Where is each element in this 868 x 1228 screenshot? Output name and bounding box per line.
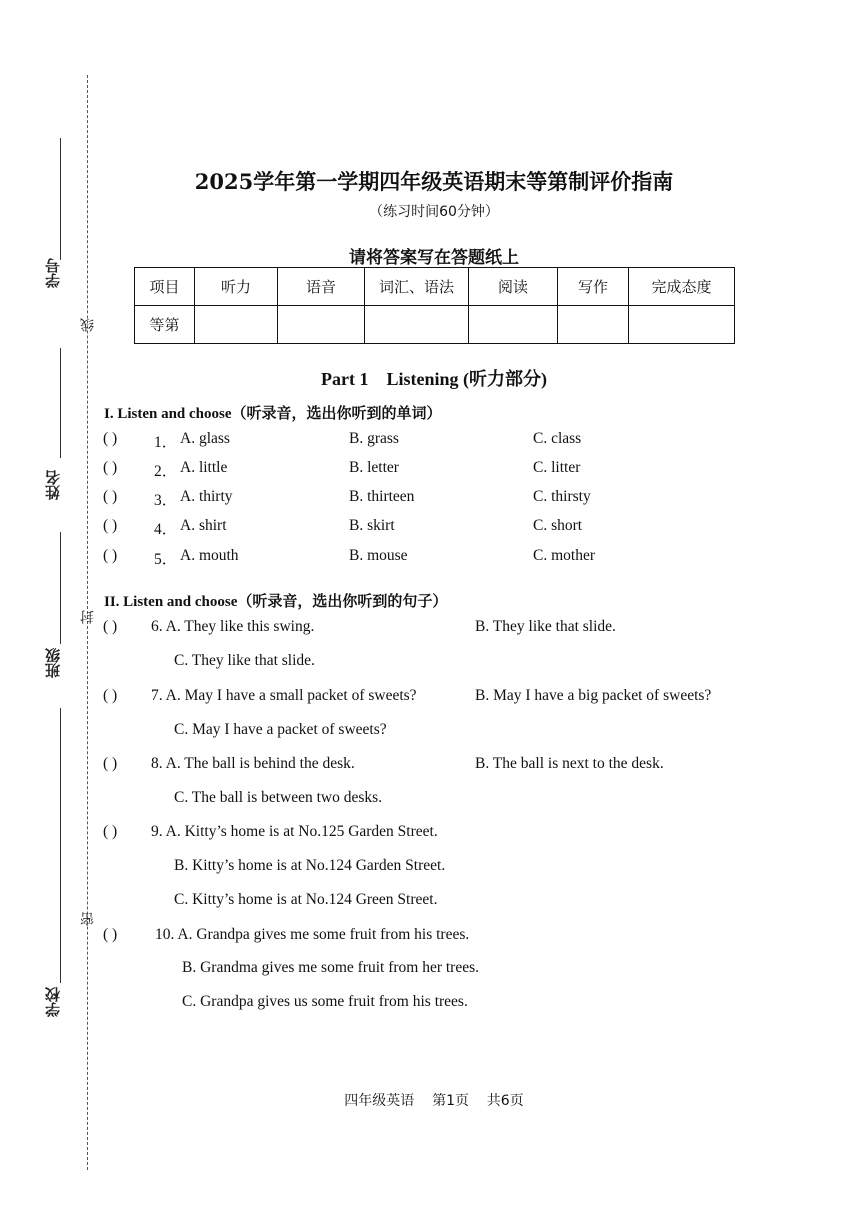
grade-table-header: 词汇、语法 [365, 268, 469, 306]
option-a: A. mouth [180, 547, 239, 564]
answer-blank[interactable]: ( ) [103, 823, 118, 840]
option-a: 10. A. Grandpa gives me some fruit from his trees. [155, 926, 470, 943]
grade-table-header: 写作 [558, 268, 629, 306]
answer-blank[interactable]: ( ) [103, 459, 118, 476]
answer-sheet-notice: 请将答案写在答题纸上 [349, 248, 519, 268]
option-c: C. The ball is between two desks. [174, 789, 383, 806]
part-title: Part 1 Listening (听力部分) [321, 369, 547, 389]
answer-blank[interactable]: ( ) [103, 488, 118, 505]
option-c: C. May I have a packet of sweets? [174, 721, 387, 738]
question-number: 5． [154, 551, 178, 568]
option-c: C. litter [533, 459, 581, 476]
grade-table [134, 267, 735, 344]
student-id-label: 学号 [44, 258, 62, 288]
answer-blank[interactable]: ( ) [103, 517, 118, 534]
school-label: 学校 [44, 987, 62, 1017]
grade-table-header: 听力 [195, 268, 278, 306]
answer-blank[interactable]: ( ) [103, 618, 118, 635]
option-c: C. thirsty [533, 488, 591, 505]
grade-cell-attitude[interactable] [629, 306, 735, 344]
seal-char-line: 线 [80, 318, 96, 332]
grade-table-header: 语音 [278, 268, 365, 306]
grade-cell-phonetics[interactable] [278, 306, 365, 344]
class-label: 班级 [44, 648, 62, 678]
option-b: B. Grandma gives me some fruit from her trees. [182, 959, 479, 976]
option-a: 8. A. The ball is behind the desk. [151, 755, 355, 772]
page-footer: 四年级英语 第1页 共6页 [344, 1093, 524, 1109]
option-b: B. mouse [349, 547, 408, 564]
grade-table-header: 完成态度 [629, 268, 735, 306]
question-number: 2． [154, 463, 178, 480]
option-c: C. Kitty’s home is at No.124 Green Street. [174, 891, 438, 908]
option-b: B. letter [349, 459, 399, 476]
name-label: 姓名 [44, 470, 62, 500]
option-b: B. skirt [349, 517, 395, 534]
student-id-line [60, 138, 61, 260]
seal-char-secret: 密 [80, 912, 96, 926]
option-a: 9. A. Kitty’s home is at No.125 Garden Street. [151, 823, 438, 840]
answer-blank[interactable]: ( ) [103, 687, 118, 704]
grade-table-header-row [135, 268, 735, 306]
grade-cell-vocab-grammar[interactable] [365, 306, 469, 344]
option-a: 7. A. May I have a small packet of sweets? [151, 687, 417, 704]
grade-table-header: 阅读 [469, 268, 558, 306]
option-b: B. The ball is next to the desk. [475, 755, 664, 772]
option-c: C. Grandpa gives us some fruit from his trees. [182, 993, 468, 1010]
option-b: B. They like that slide. [475, 618, 616, 635]
option-c: C. mother [533, 547, 595, 564]
grade-cell-listening[interactable] [195, 306, 278, 344]
option-a: A. glass [180, 430, 230, 447]
answer-blank[interactable]: ( ) [103, 755, 118, 772]
question-number: 4． [154, 521, 178, 538]
option-c: C. They like that slide. [174, 652, 315, 669]
answer-blank[interactable]: ( ) [103, 926, 118, 943]
class-line [60, 532, 61, 644]
option-c: C. class [533, 430, 582, 447]
question-number: 1． [154, 434, 178, 451]
page-title: 2025学年第一学期四年级英语期末等第制评价指南 [194, 169, 674, 194]
page-subtitle: （练习时间60分钟） [369, 204, 499, 220]
section-title: II. Listen and choose（听录音，选出你听到的句子） [104, 594, 448, 610]
question-number: 3． [154, 492, 178, 509]
section-title: I. Listen and choose（听录音，选出你听到的单词） [104, 406, 442, 422]
option-b: B. Kitty’s home is at No.124 Garden Street. [174, 857, 446, 874]
option-c: C. short [533, 517, 583, 534]
option-a: A. little [180, 459, 228, 476]
school-line [60, 708, 61, 983]
option-a: 6. A. They like this swing. [151, 618, 315, 635]
seal-char-seal: 封 [80, 610, 96, 624]
option-b: B. grass [349, 430, 399, 447]
grade-table-grade-row [135, 306, 735, 344]
grade-cell-reading[interactable] [469, 306, 558, 344]
grade-table-row-label: 等第 [135, 306, 195, 344]
option-a: A. thirty [180, 488, 233, 505]
grade-cell-writing[interactable] [558, 306, 629, 344]
option-a: A. shirt [180, 517, 227, 534]
option-b: B. May I have a big packet of sweets? [475, 687, 712, 704]
option-b: B. thirteen [349, 488, 415, 505]
grade-table-header: 项目 [135, 268, 195, 306]
answer-blank[interactable]: ( ) [103, 430, 118, 447]
answer-blank[interactable]: ( ) [103, 547, 118, 564]
